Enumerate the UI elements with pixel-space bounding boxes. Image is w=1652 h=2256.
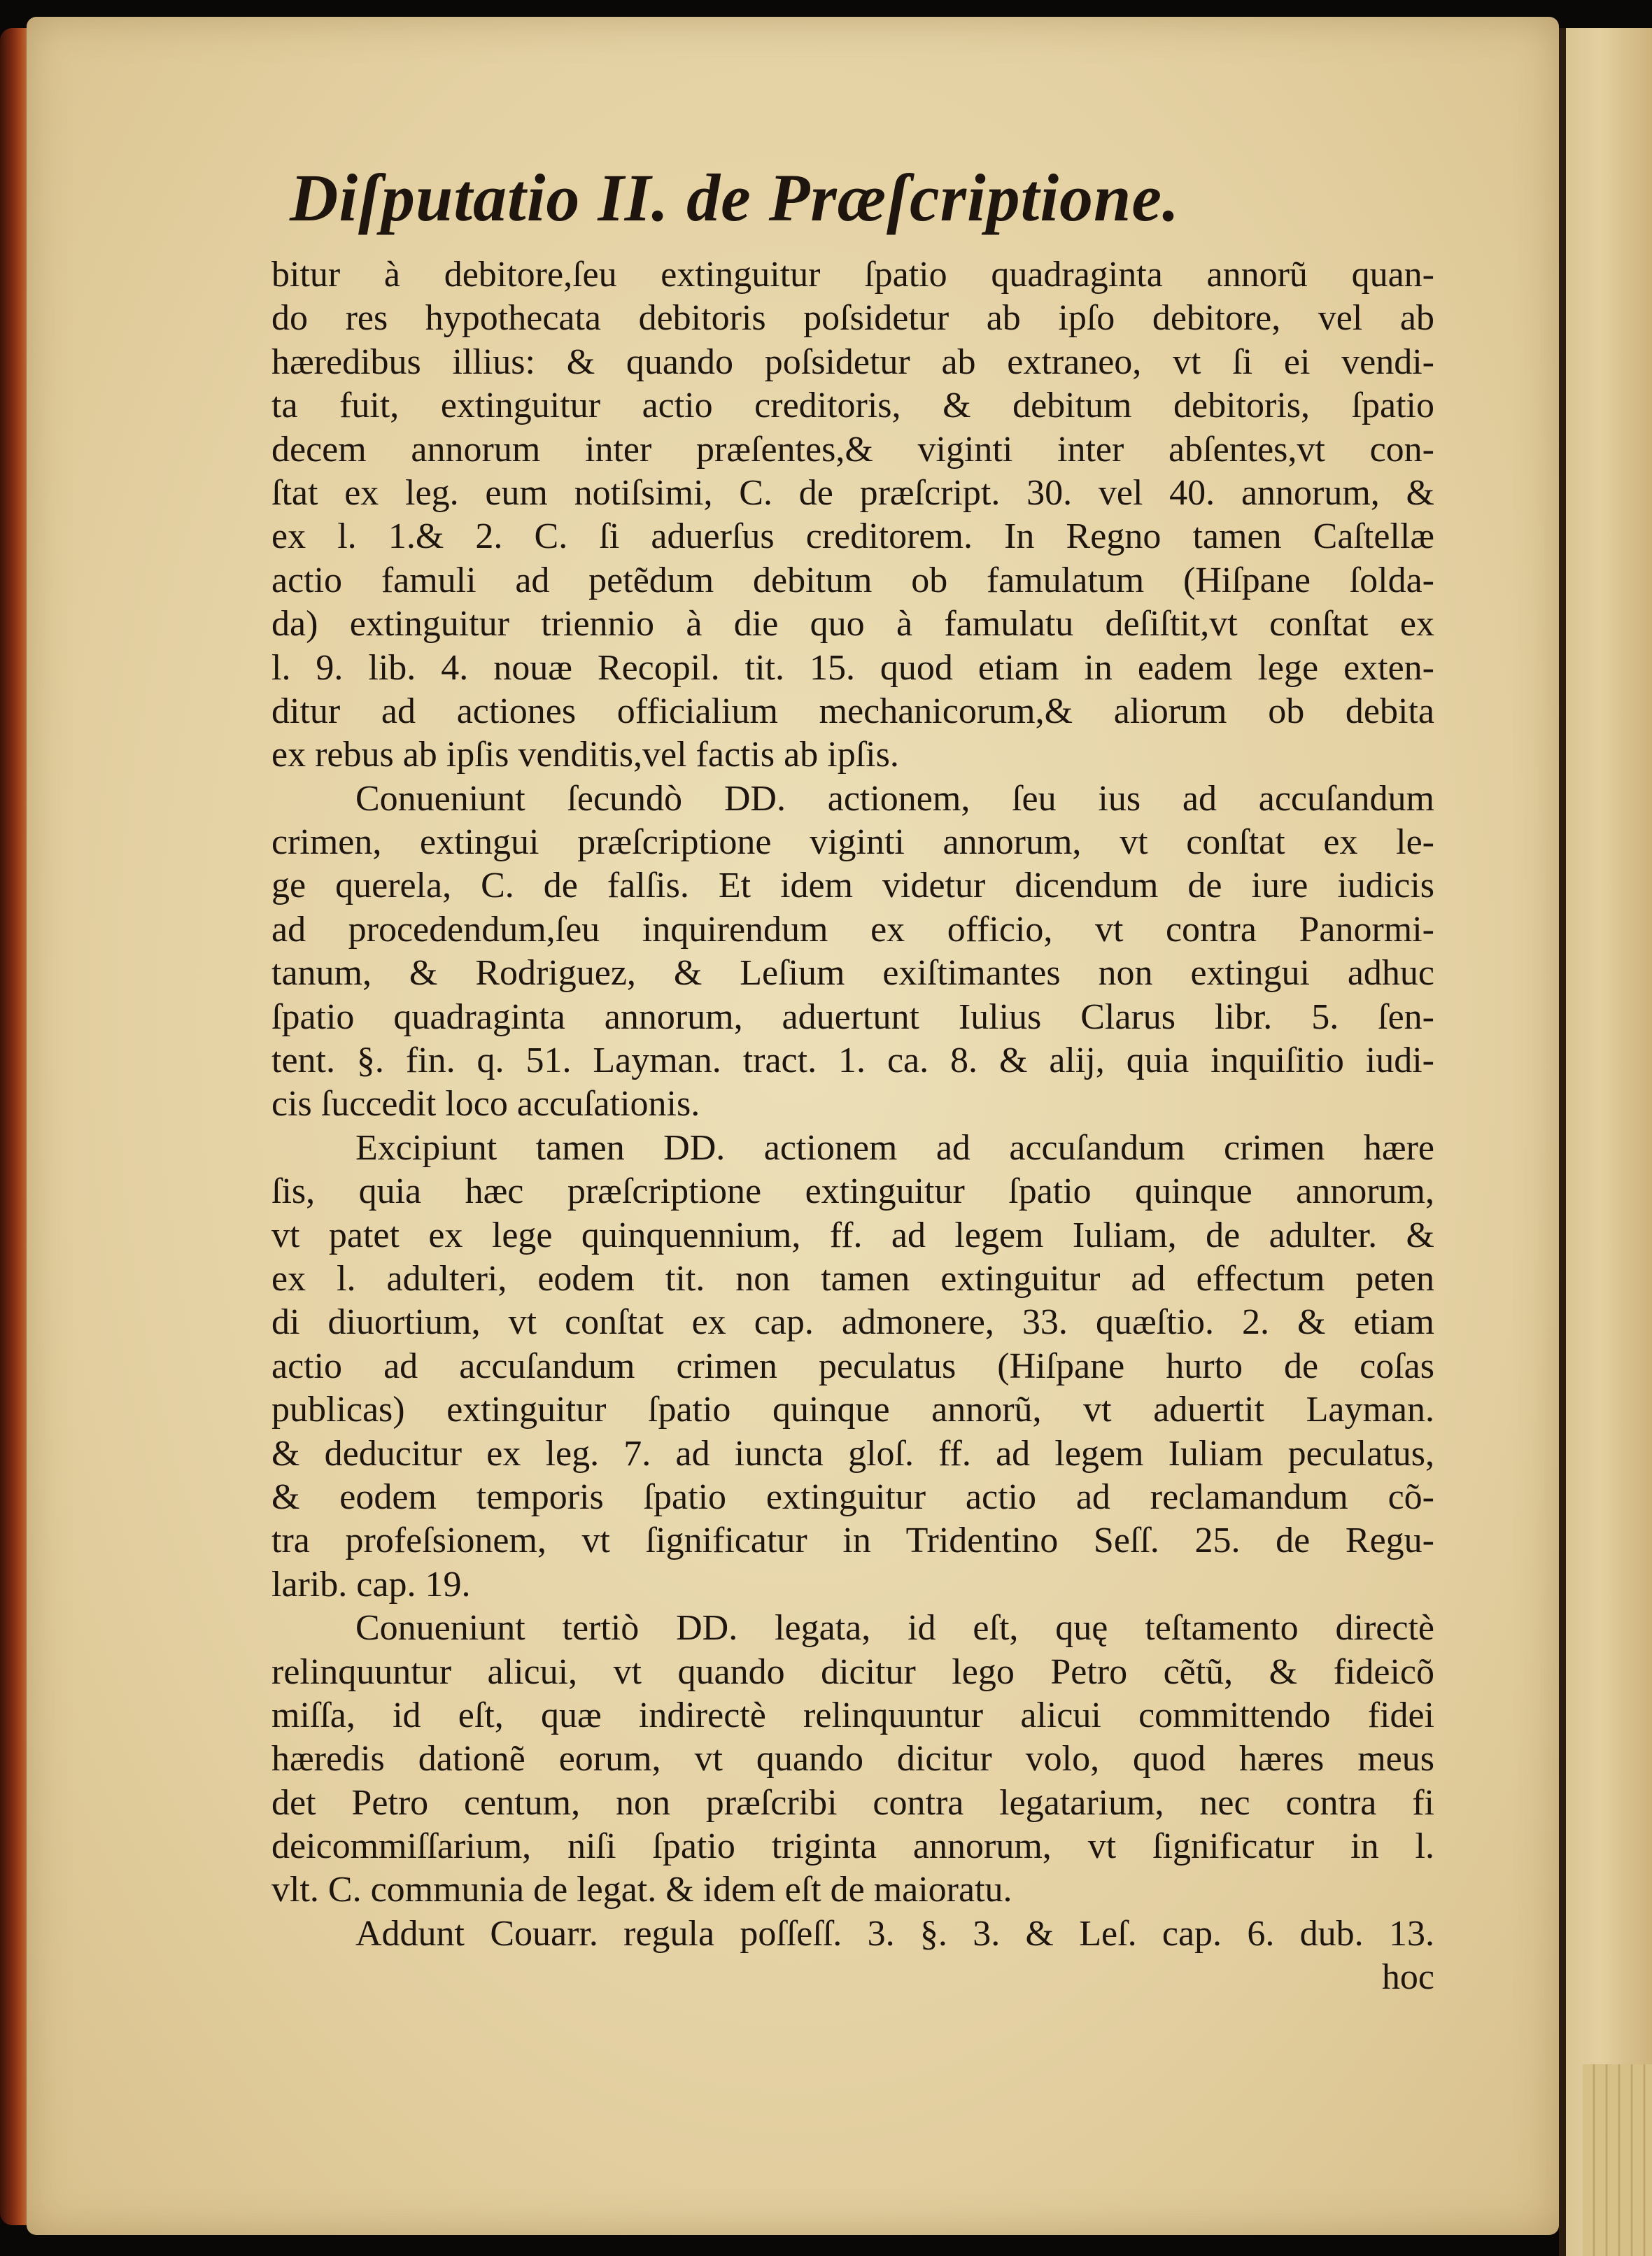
text-line: ſtat ex leg. eum notiſsimi, C. de præſcript. 30. vel 40. annorum, & (271, 472, 1434, 513)
text-line: decem annorum inter præſentes,& viginti inter abſentes,vt con- (271, 429, 1434, 470)
text-line: actio ad accuſandum crimen peculatus (Hiſpane hurto de coſas (271, 1346, 1434, 1386)
text-line: ge querela, C. de falſis. Et idem videtur dicendum de iure iudicis (271, 866, 1434, 906)
text-line: miſſa, id eſt, quæ indirectè relinquuntur alicui committendo fidei (271, 1695, 1434, 1735)
text-line: Excipiunt tamen DD. actionem ad accuſandum crimen hære (355, 1127, 1434, 1168)
text-line: & deducitur ex leg. 7. ad iuncta gloſ. ff. ad legem Iuliam peculatus, (271, 1433, 1434, 1474)
text-line: di diuortium, vt conſtat ex cap. admonere, 33. quæſtio. 2. & etiam (271, 1302, 1434, 1343)
text-line: vlt. C. communia de legat. & idem eſt de maioratu. (271, 1870, 1012, 1910)
text-line: vt patet ex lege quinquennium, ff. ad legem Iuliam, de adulter. & (271, 1215, 1434, 1255)
text-line: tra profeſsionem, vt ſignificatur in Tridentino Seſſ. 25. de Regu- (271, 1521, 1434, 1561)
text-line: Addunt Couarr. regula poſſeſſ. 3. §. 3. & Leſ. cap. 6. dub. 13. (355, 1913, 1434, 1954)
catchword: hoc (1381, 1957, 1434, 1998)
text-line: & eodem temporis ſpatio extinguitur actio ad reclamandum cõ- (271, 1476, 1434, 1517)
text-line: relinquuntur alicui, vt quando dicitur lego Petro cẽtũ, & fideicõ (271, 1651, 1434, 1692)
text-line: ſis, quia hæc præſcriptione extinguitur ſpatio quinque annorum, (271, 1171, 1434, 1212)
text-line: publicas) extinguitur ſpatio quinque annorũ, vt aduertit Layman. (271, 1390, 1434, 1430)
facing-page-edge (1566, 28, 1652, 2256)
text-line: bitur à debitore,ſeu extinguitur ſpatio quadraginta annorũ quan- (271, 255, 1434, 295)
text-line: ta fuit, extinguitur actio creditoris, & debitum debitoris, ſpatio (271, 386, 1434, 426)
text-line: do res hypothecata debitoris poſsidetur ab ipſo debitore, vel ab (271, 298, 1434, 339)
text-line: tanum, & Rodriguez, & Leſium exiſtimantes non extingui adhuc (271, 953, 1434, 994)
text-line: cis ſuccedit loco accuſationis. (271, 1084, 700, 1125)
text-line: hæredis dationẽ eorum, vt quando dicitur volo, quod hæres meus (271, 1739, 1434, 1779)
body-text (271, 253, 1434, 2000)
text-line: deicommiſſarium, niſi ſpatio triginta annorum, vt ſignificatur in l. (271, 1826, 1434, 1867)
text-line: da) extinguitur triennio à die quo à famulatu deſiſtit,vt conſtat ex (271, 604, 1434, 644)
page-stack-edge (1583, 2064, 1652, 2256)
text-line: larib. cap. 19. (271, 1564, 471, 1605)
text-line: ex l. 1.& 2. C. ſi aduerſus creditorem. In Regno tamen Caſtellæ (271, 516, 1434, 557)
text-line: Conueniunt ſecundò DD. actionem, ſeu ius ad accuſandum (355, 778, 1434, 819)
text-line: crimen, extingui præſcriptione viginti annorum, vt conſtat ex le- (271, 822, 1434, 863)
text-line: hæredibus illius: & quando poſsidetur ab extraneo, vt ſi ei vendi- (271, 341, 1434, 382)
text-line: l. 9. lib. 4. nouæ Recopil. tit. 15. quod etiam in eadem lege exten- (271, 647, 1434, 688)
text-line: ex l. adulteri, eodem tit. non tamen extinguitur ad effectum peten (271, 1258, 1434, 1299)
text-line: Conueniunt tertiò DD. legata, id eſt, quę teſtamento directè (355, 1608, 1434, 1649)
text-line: ex rebus ab ipſis venditis,vel factis ab ipſis. (271, 735, 899, 775)
text-line: ditur ad actiones officialium mechanicorum,& aliorum ob debita (271, 691, 1434, 731)
text-line: ad procedendum,ſeu inquirendum ex officio, vt contra Panormi- (271, 909, 1434, 950)
text-line: actio famuli ad petẽdum debitum ob famulatum (Hiſpane ſolda- (271, 560, 1434, 600)
running-head: Diſputatio II. de Præſcriptione. (290, 160, 1180, 235)
text-line: ſpatio quadraginta annorum, aduertunt Iulius Clarus libr. 5. ſen- (271, 996, 1434, 1037)
text-line: tent. §. fin. q. 51. Layman. tract. 1. ca. 8. & alij, quia inquiſitio iudi- (271, 1041, 1434, 1081)
text-line: det Petro centum, non præſcribi contra legatarium, nec contra fi (271, 1782, 1434, 1823)
